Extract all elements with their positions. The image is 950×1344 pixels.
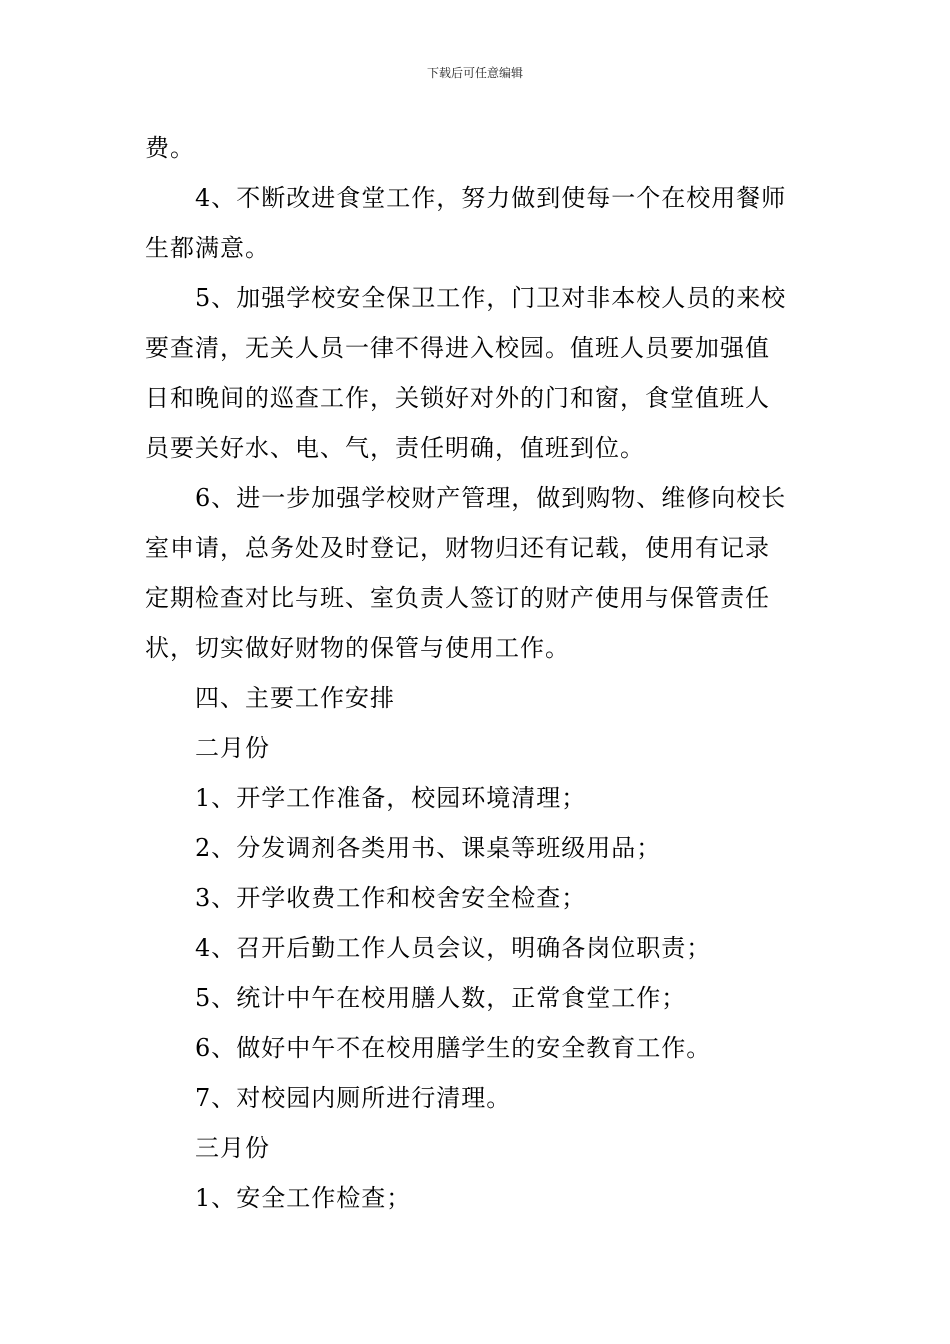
list-item: 7、对校园内厕所进行清理。 <box>195 1084 512 1112</box>
text-line: 员要关好水、电、气，责任明确，值班到位。 <box>145 434 645 462</box>
list-item: 3、开学收费工作和校舍安全检查； <box>195 884 587 912</box>
text-line: 5、加强学校安全保卫工作，门卫对非本校人员的来校 <box>195 284 787 312</box>
text-line: 要查清，无关人员一律不得进入校园。值班人员要加强值 <box>145 334 770 362</box>
text-line: 费。 <box>145 134 195 162</box>
page-header: 下载后可任意编辑 <box>426 66 523 80</box>
list-item: 6、做好中午不在校用膳学生的安全教育工作。 <box>195 1034 712 1062</box>
text-line: 6、进一步加强学校财产管理，做到购物、维修向校长 <box>195 484 787 512</box>
document-body <box>145 123 807 1223</box>
text-line: 日和晚间的巡查工作，关锁好对外的门和窗，食堂值班人 <box>145 384 770 412</box>
list-item: 1、开学工作准备，校园环境清理； <box>195 784 587 812</box>
list-item: 1、安全工作检查； <box>195 1184 412 1212</box>
text-line: 定期检查对比与班、室负责人签订的财产使用与保管责任 <box>145 584 770 612</box>
section-heading: 四、主要工作安排 <box>195 684 395 712</box>
text-line: 4、不断改进食堂工作，努力做到使每一个在校用餐师 <box>195 184 787 212</box>
list-item: 4、召开后勤工作人员会议，明确各岗位职责； <box>195 934 712 962</box>
text-line: 生都满意。 <box>145 234 270 262</box>
month-heading: 三月份 <box>195 1134 270 1162</box>
text-line: 室申请，总务处及时登记，财物归还有记载，使用有记录 <box>145 534 770 562</box>
list-item: 2、分发调剂各类用书、课桌等班级用品； <box>195 834 662 862</box>
list-item: 5、统计中午在校用膳人数，正常食堂工作； <box>195 984 687 1012</box>
text-line: 状，切实做好财物的保管与使用工作。 <box>145 634 570 662</box>
month-heading: 二月份 <box>195 734 270 762</box>
